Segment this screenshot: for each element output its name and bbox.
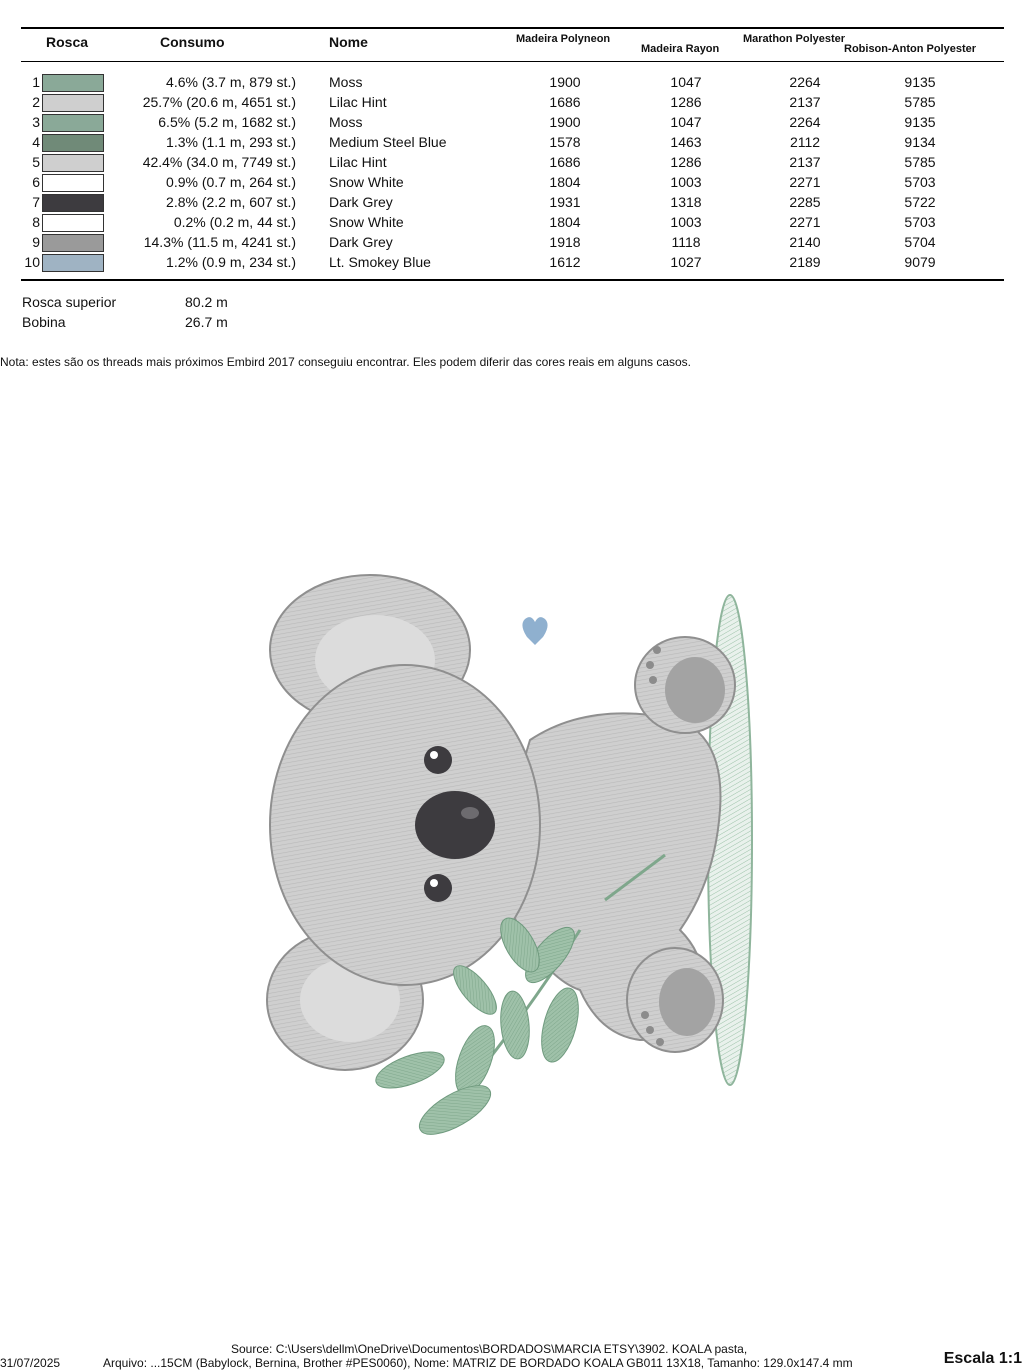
madeira-polyneon-cell: 1578 — [549, 134, 581, 150]
madeira-rayon-cell: 1118 — [671, 234, 701, 250]
nome-cell: Moss — [329, 74, 363, 90]
header-marathon-polyester: Marathon Polyester — [743, 33, 846, 45]
robison-anton-polyester-cell: 5703 — [904, 174, 936, 190]
row-number: 2 — [32, 94, 40, 110]
color-swatch — [42, 94, 104, 112]
marathon-polyester-cell: 2137 — [789, 154, 821, 170]
consumo-cell: 2.8% (2.2 m, 607 st.) — [166, 194, 296, 210]
madeira-polyneon-cell: 1900 — [549, 74, 581, 90]
rosca-superior-value: 80.2 m — [185, 294, 228, 310]
madeira-polyneon-cell: 1804 — [549, 214, 581, 230]
header-rosca: Rosca — [46, 34, 89, 50]
madeira-rayon-cell: 1047 — [670, 74, 702, 90]
nome-cell: Dark Grey — [329, 194, 393, 210]
robison-anton-polyester-cell: 9135 — [904, 74, 936, 90]
madeira-rayon-cell: 1003 — [670, 174, 702, 190]
bobina-label: Bobina — [22, 314, 66, 330]
consumo-cell: 4.6% (3.7 m, 879 st.) — [166, 74, 296, 90]
madeira-rayon-cell: 1286 — [670, 94, 702, 110]
madeira-rayon-cell: 1047 — [670, 114, 702, 130]
madeira-rayon-cell: 1003 — [670, 214, 702, 230]
consumo-cell: 6.5% (5.2 m, 1682 st.) — [158, 114, 296, 130]
row-number: 7 — [32, 194, 40, 210]
consumo-cell: 0.2% (0.2 m, 44 st.) — [173, 214, 296, 230]
marathon-polyester-cell: 2271 — [789, 174, 821, 190]
table-row — [0, 252, 1024, 272]
bobina-value: 26.7 m — [185, 314, 228, 330]
marathon-polyester-cell: 2271 — [789, 214, 821, 230]
robison-anton-polyester-cell: 9079 — [904, 254, 936, 270]
row-number: 1 — [32, 74, 40, 90]
marathon-polyester-cell: 2140 — [789, 234, 821, 250]
table-row — [0, 172, 1024, 192]
row-number: 8 — [32, 214, 40, 230]
madeira-polyneon-cell: 1612 — [549, 254, 581, 270]
nome-cell: Snow White — [329, 214, 404, 230]
header-madeira-polyneon: Madeira Polyneon — [516, 33, 611, 45]
footer-arquivo: Arquivo: ...15CM (Babylock, Bernina, Brother #PES0060), Nome: MATRIZ DE BORDADO KOALA GB011 13X18, Tamanho: 129.0x147.4 mm — [103, 1356, 853, 1370]
table-row — [0, 72, 1024, 92]
row-number: 3 — [32, 114, 40, 130]
consumo-cell: 42.4% (34.0 m, 7749 st.) — [142, 154, 296, 170]
nome-cell: Lilac Hint — [329, 154, 387, 170]
header-madeira-rayon: Madeira Rayon — [641, 43, 720, 55]
header-robison-anton-polyester: Robison-Anton Polyester — [844, 43, 977, 55]
row-number: 10 — [24, 254, 40, 270]
footer-date: 31/07/2025 — [0, 1356, 61, 1370]
madeira-rayon-cell: 1318 — [670, 194, 702, 210]
table-row — [0, 112, 1024, 132]
robison-anton-polyester-cell: 5703 — [904, 214, 936, 230]
nome-cell: Medium Steel Blue — [329, 134, 447, 150]
marathon-polyester-cell: 2137 — [789, 94, 821, 110]
nome-cell: Moss — [329, 114, 363, 130]
madeira-rayon-cell: 1027 — [670, 254, 702, 270]
footer-source: Source: C:\Users\dellm\OneDrive\Documentos\BORDADOS\MARCIA ETSY\3902. KOALA pasta, — [231, 1342, 748, 1356]
madeira-polyneon-cell: 1686 — [549, 94, 581, 110]
color-swatch — [42, 214, 104, 232]
koala-head — [270, 665, 540, 985]
marathon-polyester-cell: 2264 — [789, 74, 821, 90]
color-swatch — [42, 234, 104, 252]
table-row — [0, 132, 1024, 152]
color-swatch — [42, 74, 104, 92]
robison-anton-polyester-cell: 9135 — [904, 114, 936, 130]
koala-nose — [415, 791, 495, 859]
marathon-polyester-cell: 2264 — [789, 114, 821, 130]
consumo-cell: 0.9% (0.7 m, 264 st.) — [166, 174, 296, 190]
table-row — [0, 192, 1024, 212]
nome-cell: Dark Grey — [329, 234, 393, 250]
color-swatch — [42, 174, 104, 192]
robison-anton-polyester-cell: 5722 — [904, 194, 936, 210]
robison-anton-polyester-cell: 5785 — [904, 154, 936, 170]
madeira-polyneon-cell: 1686 — [549, 154, 581, 170]
koala-eye-top — [424, 746, 452, 774]
color-swatch — [42, 114, 104, 132]
rosca-superior-label: Rosca superior — [22, 294, 117, 310]
table-row — [0, 212, 1024, 232]
row-number: 4 — [32, 134, 40, 150]
table-bottom-rule — [21, 279, 1004, 281]
robison-anton-polyester-cell: 9134 — [904, 134, 936, 150]
consumo-cell: 1.3% (1.1 m, 293 st.) — [166, 134, 296, 150]
color-swatch — [42, 194, 104, 212]
header-consumo: Consumo — [160, 34, 225, 50]
marathon-polyester-cell: 2112 — [789, 134, 821, 150]
color-swatch — [42, 154, 104, 172]
consumo-cell: 14.3% (11.5 m, 4241 st.) — [143, 234, 296, 250]
color-swatch — [42, 134, 104, 152]
madeira-polyneon-cell: 1900 — [549, 114, 581, 130]
marathon-polyester-cell: 2189 — [789, 254, 821, 270]
thread-note: Nota: estes são os threads mais próximos Embird 2017 conseguiu encontrar. Eles podem diferir das cores reais em alguns casos. — [0, 355, 692, 369]
koala-eye-bottom — [424, 874, 452, 902]
table-row — [0, 92, 1024, 112]
robison-anton-polyester-cell: 5704 — [904, 234, 936, 250]
heart-shape-top — [522, 617, 547, 645]
table-top-rule — [21, 27, 1004, 29]
madeira-polyneon-cell: 1804 — [549, 174, 581, 190]
table-header-rule — [21, 61, 1004, 62]
footer-scale: Escala 1:1 — [943, 1350, 1022, 1367]
madeira-rayon-cell: 1286 — [670, 154, 702, 170]
nome-cell: Lt. Smokey Blue — [329, 254, 431, 270]
color-swatch — [42, 254, 104, 272]
table-row — [0, 232, 1024, 252]
row-number: 9 — [32, 234, 40, 250]
nome-cell: Snow White — [329, 174, 404, 190]
consumo-cell: 1.2% (0.9 m, 234 st.) — [166, 254, 296, 270]
nome-cell: Lilac Hint — [329, 94, 387, 110]
row-number: 6 — [32, 174, 40, 190]
robison-anton-polyester-cell: 5785 — [904, 94, 936, 110]
consumo-cell: 25.7% (20.6 m, 4651 st.) — [142, 94, 296, 110]
embroidery-preview-image — [250, 570, 770, 1150]
marathon-polyester-cell: 2285 — [789, 194, 821, 210]
madeira-polyneon-cell: 1918 — [549, 234, 581, 250]
madeira-rayon-cell: 1463 — [670, 134, 702, 150]
madeira-polyneon-cell: 1931 — [549, 194, 581, 210]
row-number: 5 — [32, 154, 40, 170]
header-nome: Nome — [329, 34, 368, 50]
table-row — [0, 152, 1024, 172]
